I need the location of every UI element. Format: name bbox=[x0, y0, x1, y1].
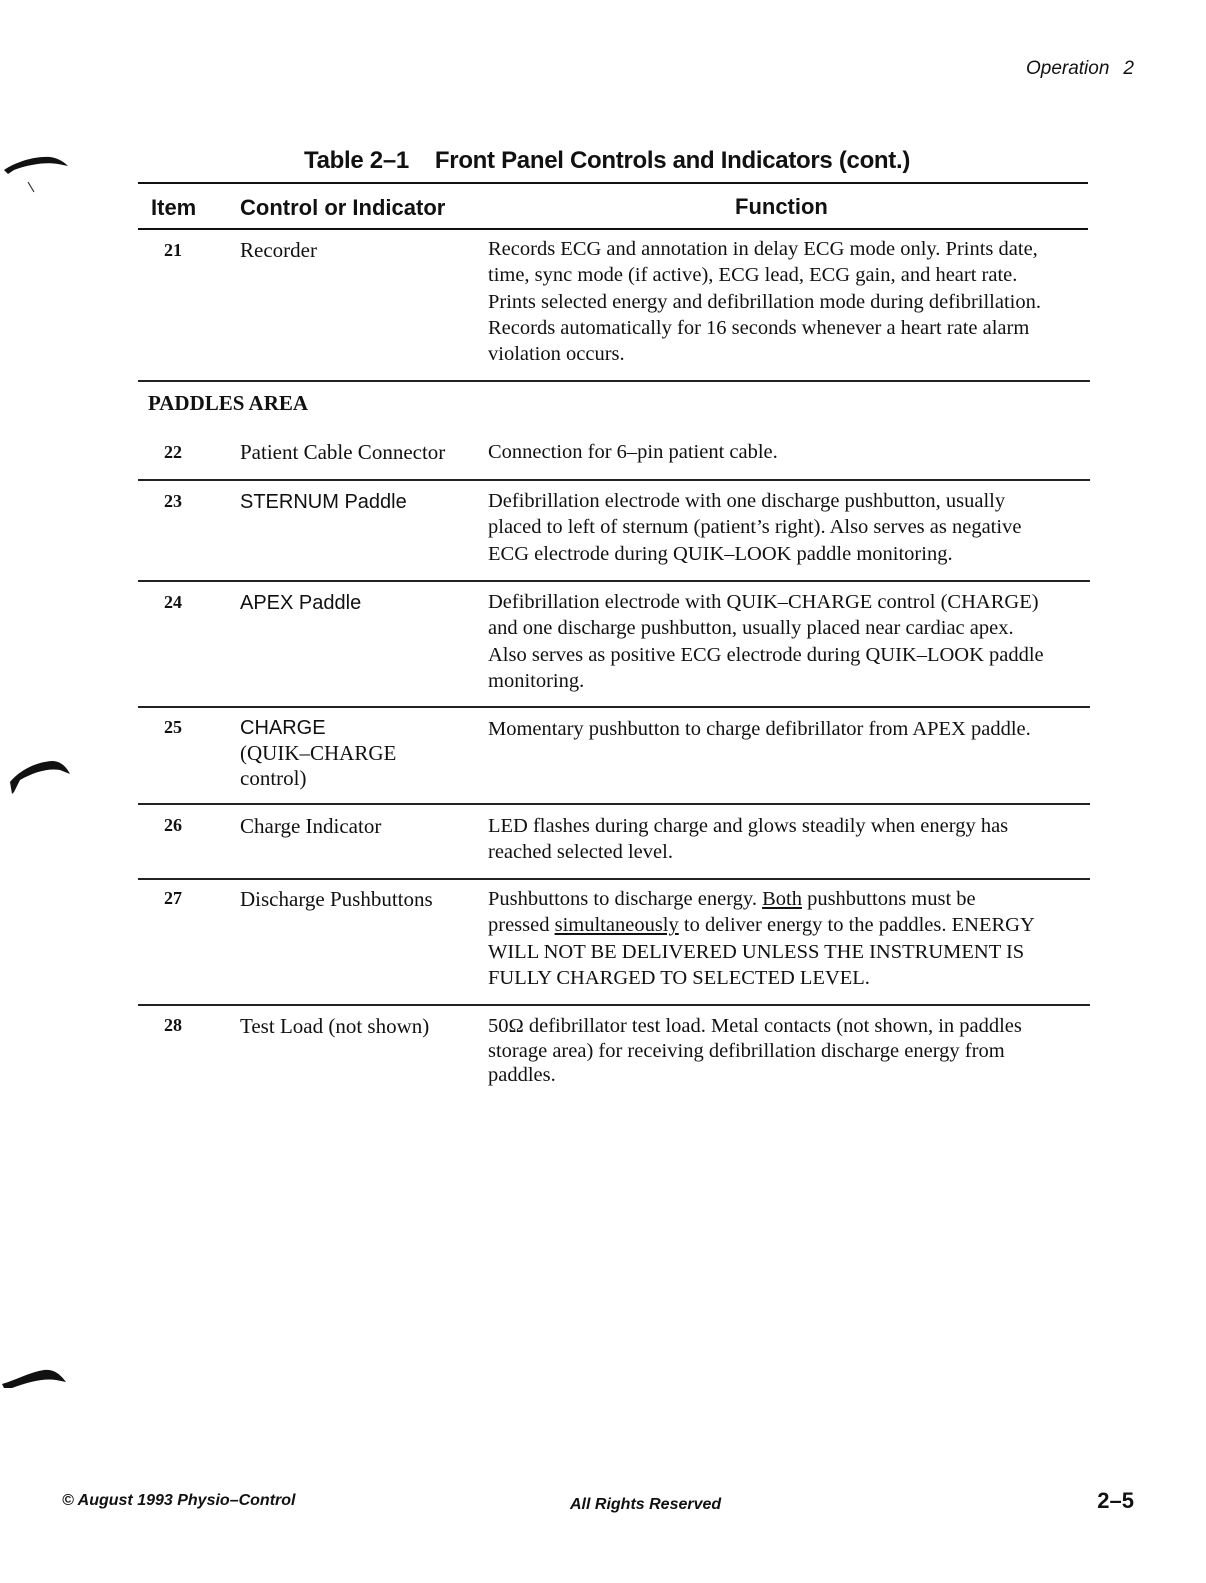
header-section: Operation bbox=[1025, 58, 1110, 79]
row-divider bbox=[138, 803, 1090, 805]
row-function bbox=[488, 439, 1083, 465]
header-chapter: 2 bbox=[1123, 58, 1134, 79]
row-divider bbox=[138, 580, 1090, 582]
column-header-function: Function bbox=[735, 194, 828, 219]
row-control: Charge Indicator bbox=[240, 814, 382, 838]
row-divider bbox=[138, 1004, 1090, 1006]
function-text: pushbuttons must be bbox=[801, 888, 976, 910]
function-line: WILL NOT BE DELIVERED UNLESS THE INSTRUMENT IS bbox=[488, 940, 1025, 963]
function-line: time, sync mode (if active), ECG lead, ECG gain, and heart rate. bbox=[488, 264, 1018, 287]
function-line: and one discharge pushbutton, usually placed near cardiac apex. bbox=[488, 617, 1014, 640]
header-rule bbox=[138, 228, 1088, 230]
column-header-control: Control or Indicator bbox=[240, 195, 446, 220]
control-line: control) bbox=[240, 766, 307, 790]
function-line: storage area) for receiving defibrillation discharge energy from bbox=[488, 1039, 1005, 1062]
row-control: Discharge Pushbuttons bbox=[240, 887, 433, 911]
function-line: Records ECG and annotation in delay ECG mode only. Prints date, bbox=[488, 238, 1038, 260]
row-item-number: 23 bbox=[164, 491, 182, 511]
row-divider bbox=[138, 878, 1090, 880]
control-line: (QUIK–CHARGE bbox=[240, 741, 397, 765]
function-line: LED flashes during charge and glows steadily when energy has bbox=[488, 815, 1009, 837]
row-item-number: 28 bbox=[164, 1015, 182, 1035]
section-label: PADDLES AREA bbox=[148, 391, 309, 415]
table-number: Table 2–1 bbox=[304, 147, 409, 174]
function-line: Defibrillation electrode with QUIK–CHARGE control (CHARGE) bbox=[488, 591, 1039, 613]
function-line: ECG electrode during QUIK–LOOK paddle monitoring. bbox=[488, 542, 953, 565]
function-line: Prints selected energy and defibrillation mode during defibrillation. bbox=[488, 290, 1041, 313]
function-line: Defibrillation electrode with one discharge pushbutton, usually bbox=[488, 490, 1006, 512]
function-line bbox=[488, 886, 1083, 912]
function-line: FULLY CHARGED TO SELECTED LEVEL. bbox=[488, 966, 870, 989]
page-number: 2–5 bbox=[1097, 1488, 1134, 1513]
function-line: 50Ω defibrillator test load. Metal contacts (not shown, in paddles bbox=[488, 1015, 1022, 1037]
function-line: placed to left of sternum (patient’s right). Also serves as negative bbox=[488, 516, 1022, 539]
table-title bbox=[304, 147, 910, 175]
running-header bbox=[1026, 58, 1134, 80]
row-item-number: 25 bbox=[164, 717, 182, 737]
row-function bbox=[488, 236, 1083, 367]
function-line: Connection for 6–pin patient cable. bbox=[488, 441, 778, 463]
binding-mark-icon bbox=[0, 1364, 72, 1398]
table-caption: Front Panel Controls and Indicators (cont.) bbox=[434, 147, 911, 174]
row-divider bbox=[138, 706, 1090, 708]
control-line: CHARGE bbox=[240, 717, 326, 739]
row-function bbox=[488, 813, 1083, 866]
function-line: reached selected level. bbox=[488, 841, 673, 864]
row-function bbox=[488, 716, 1083, 742]
row-item-number: 26 bbox=[164, 815, 182, 835]
row-divider bbox=[138, 380, 1090, 382]
row-function bbox=[488, 488, 1083, 567]
row-divider bbox=[138, 479, 1090, 481]
function-text: pressed bbox=[488, 914, 555, 937]
row-function bbox=[488, 1014, 1083, 1088]
binding-mark-icon bbox=[0, 148, 72, 196]
row-function bbox=[488, 589, 1083, 694]
row-item-number: 22 bbox=[164, 442, 182, 462]
function-line: paddles. bbox=[488, 1064, 556, 1086]
footer-rights: All Rights Reserved bbox=[570, 1496, 722, 1513]
row-control: Patient Cable Connector bbox=[240, 440, 446, 464]
function-line: Momentary pushbutton to charge defibrillator from APEX paddle. bbox=[488, 718, 1031, 740]
row-function bbox=[488, 886, 1083, 991]
row-control: Recorder bbox=[240, 238, 317, 262]
function-line: Records automatically for 16 seconds whenever a heart rate alarm bbox=[488, 316, 1030, 339]
function-line bbox=[488, 912, 1083, 938]
row-item-number: 24 bbox=[164, 592, 182, 612]
function-line: Also serves as positive ECG electrode during QUIK–LOOK paddle bbox=[488, 643, 1044, 666]
function-text: Pushbuttons to discharge energy. bbox=[488, 888, 763, 910]
column-header-item: Item bbox=[151, 195, 197, 220]
emphasis-simultaneously: simultaneously bbox=[554, 914, 679, 937]
row-item-number: 21 bbox=[164, 240, 182, 260]
function-text: to deliver energy to the paddles. ENERGY bbox=[678, 914, 1035, 937]
row-control: STERNUM Paddle bbox=[240, 491, 407, 513]
function-line: monitoring. bbox=[488, 669, 585, 692]
row-control bbox=[240, 716, 470, 791]
footer-copyright: © August 1993 Physio–Control bbox=[62, 1492, 296, 1509]
row-control: Test Load (not shown) bbox=[240, 1014, 430, 1038]
binding-mark-icon bbox=[4, 752, 76, 800]
emphasis-both: Both bbox=[762, 888, 802, 910]
row-control: APEX Paddle bbox=[240, 592, 362, 614]
function-line: violation occurs. bbox=[488, 343, 625, 366]
row-item-number: 27 bbox=[164, 888, 182, 908]
table-top-rule bbox=[138, 182, 1088, 184]
